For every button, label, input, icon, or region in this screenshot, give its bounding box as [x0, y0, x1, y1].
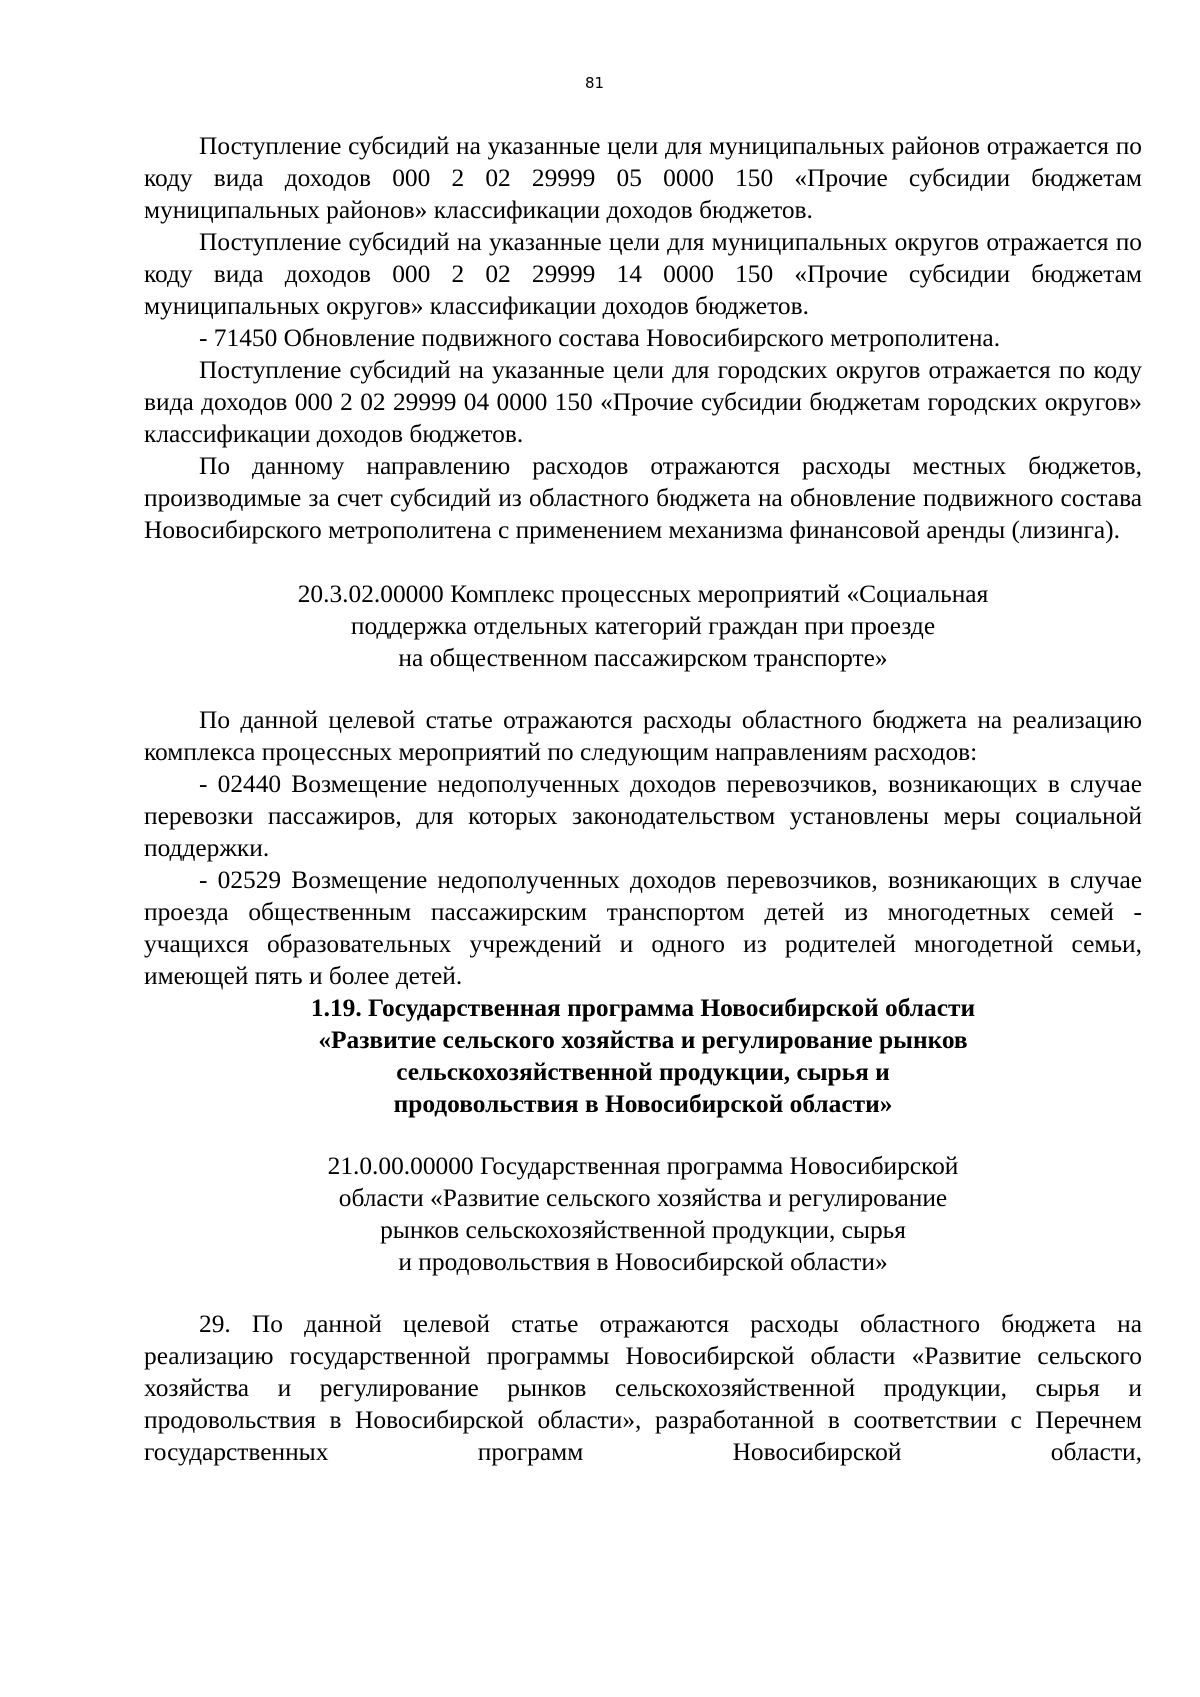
chapter-heading-line: «Развитие сельского хозяйства и регулирование рынков	[318, 1026, 968, 1054]
paragraph-subsidies-city-okrugs: Поступление субсидий на указанные цели для городских округов отражается по коду вида доходов 000 2 02 29999 04 0000 150 «Прочие субсидии бюджетам городских округов» классификации доходов бюджетов.	[144, 356, 1142, 448]
paragraph-subsidies-municipal-districts: Поступление субсидий на указанные цели для муниципальных районов отражается по коду вида доходов 000 2 02 29999 05 0000 150 «Прочие субсидии бюджетам муниципальных районов» классификации доходов бюджетов.	[144, 132, 1142, 224]
section-heading-line: 21.0.00.00000 Государственная программа Новосибирской	[327, 1152, 959, 1180]
section-heading-line: рынков сельскохозяйственной продукции, сырья	[380, 1216, 906, 1244]
section-heading-line: поддержка отдельных категорий граждан при проезде	[350, 612, 936, 640]
paragraph-02529-compensation: - 02529 Возмещение недополученных доходов перевозчиков, возникающих в случае проезда общественным пассажирским транспортом детей из многодетных семей - учащихся образовательных учреждений и одного из родителей многодетной семьи, имеющей пять и более детей.	[144, 866, 1142, 990]
page-number: 81	[584, 74, 605, 92]
document-body	[144, 130, 1142, 1468]
section-heading-line: 20.3.02.00000 Комплекс процессных мероприятий «Социальная	[297, 580, 989, 608]
chapter-heading-1-19	[144, 992, 1142, 1120]
section-heading-line: на общественном пассажирском транспорте»	[398, 644, 888, 672]
chapter-heading-line: 1.19. Государственная программа Новосибирской области	[310, 994, 976, 1022]
paragraph-complex-process-measures: По данной целевой статье отражаются расходы областного бюджета на реализацию комплекса процессных мероприятий по следующим направлениям расходов:	[144, 706, 1142, 766]
paragraph-29-state-program: 29. По данной целевой статье отражаются расходы областного бюджета на реализацию государственной программы Новосибирской области «Развитие сельского хозяйства и регулирование рынков сельскохозяйственной продукции, сырья и продовольствия в Новосибирской области», разработанной в соответствии с Перечнем государственных программ Новосибирской области,	[144, 1310, 1142, 1466]
section-heading-20-3-02	[144, 578, 1142, 674]
paragraph-71450-metro-rolling-stock: - 71450 Обновление подвижного состава Новосибирского метрополитена.	[199, 324, 1001, 352]
chapter-heading-line: сельскохозяйственной продукции, сырья и	[396, 1058, 890, 1086]
paragraph-local-budget-expenses: По данному направлению расходов отражаются расходы местных бюджетов, производимые за счет субсидий из областного бюджета на обновление подвижного состава Новосибирского метрополитена с применением механизма финансовой аренды (лизинга).	[144, 452, 1142, 544]
section-heading-21-0-00	[144, 1150, 1142, 1278]
paragraph-02440-compensation: - 02440 Возмещение недополученных доходов перевозчиков, возникающих в случае перевозки пассажиров, для которых законодательством установлены меры социальной поддержки.	[144, 770, 1142, 862]
paragraph-subsidies-municipal-okrugs: Поступление субсидий на указанные цели для муниципальных округов отражается по коду вида доходов 000 2 02 29999 14 0000 150 «Прочие субсидии бюджетам муниципальных округов» классификации доходов бюджетов.	[144, 228, 1142, 320]
section-heading-line: области «Развитие сельского хозяйства и регулирование	[338, 1184, 948, 1212]
section-heading-line: и продовольствия в Новосибирской области»	[398, 1248, 888, 1276]
chapter-heading-line: продовольствия в Новосибирской области»	[393, 1090, 893, 1118]
